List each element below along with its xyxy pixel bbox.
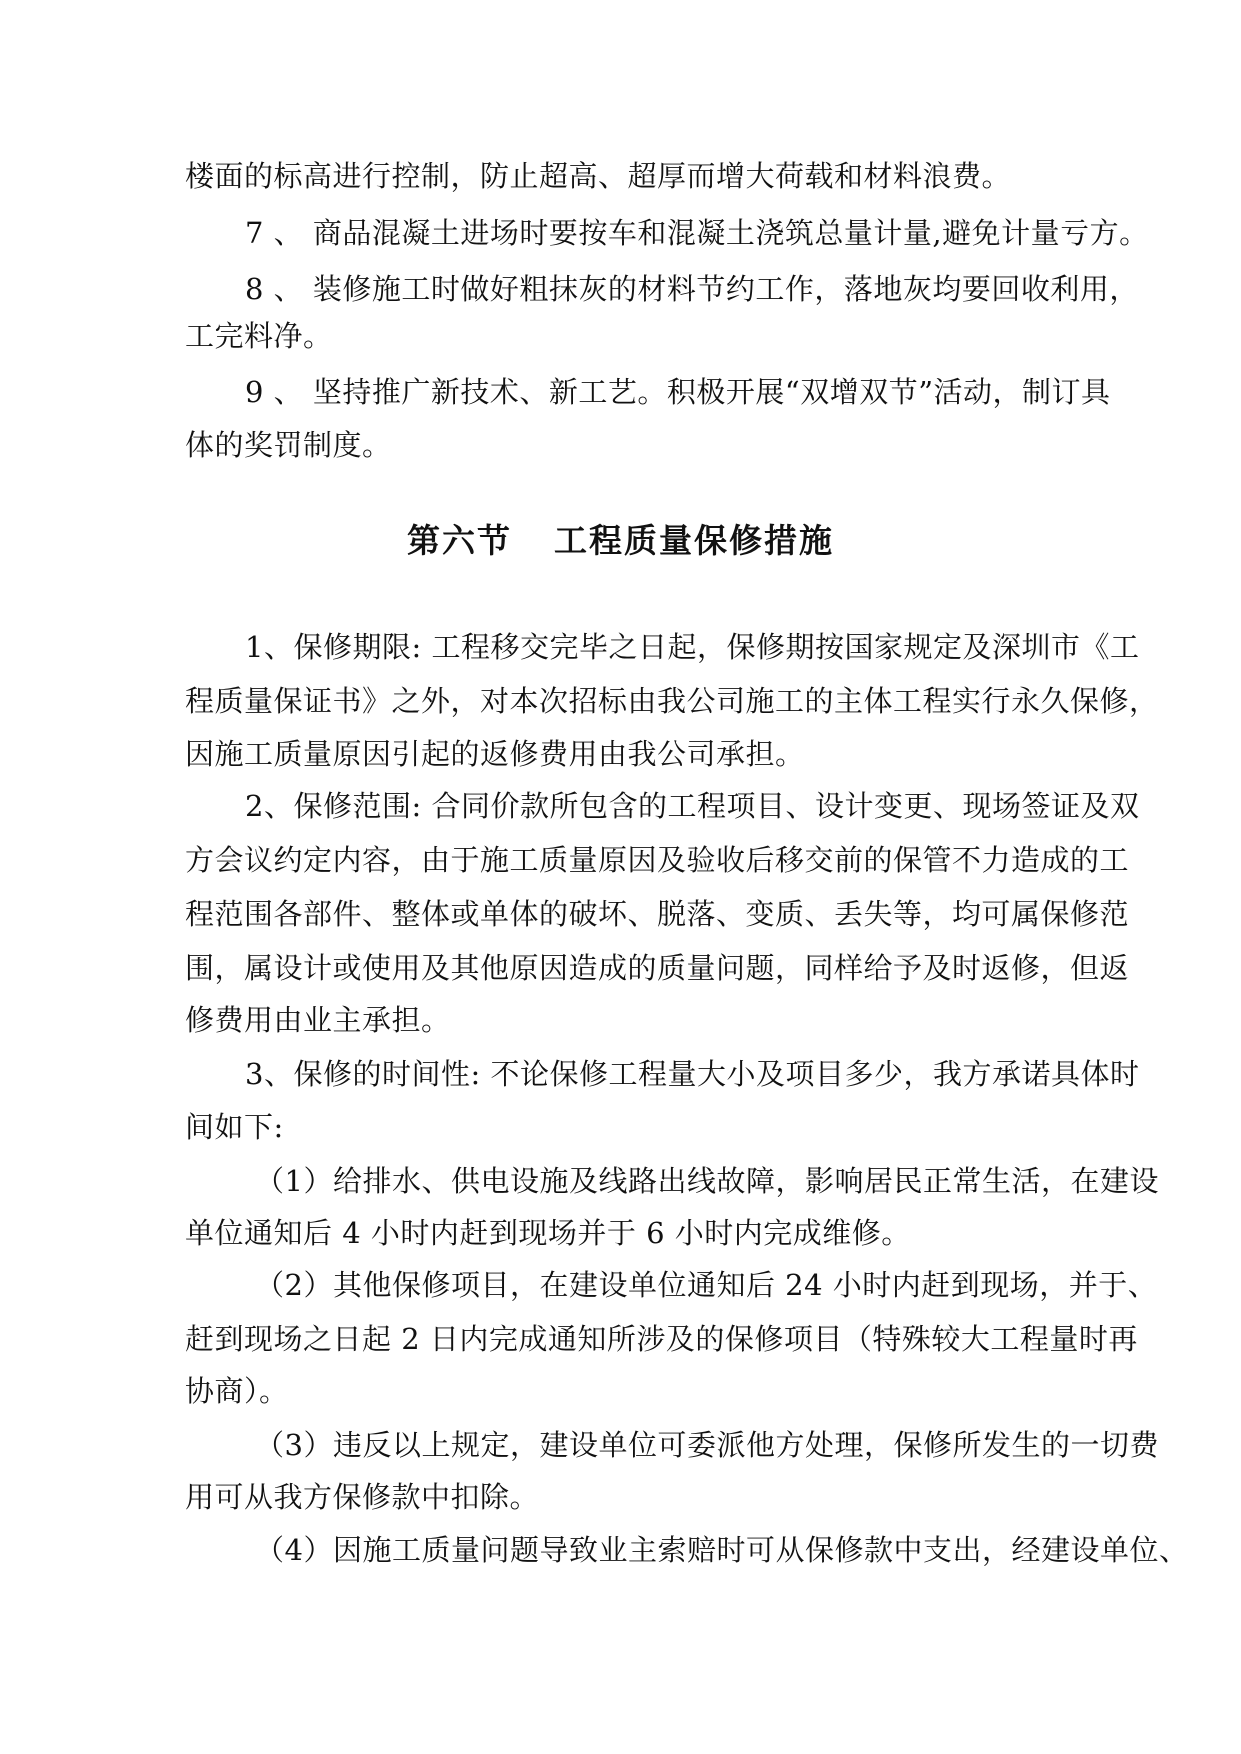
- paragraph-line: 赶到现场之日起 2 日内完成通知所涉及的保修项目（特殊较大工程量时再: [185, 1322, 1138, 1356]
- paragraph-line: 3、保修的时间性: 不论保修工程量大小及项目多少，我方承诺具体时: [245, 1057, 1140, 1091]
- paragraph-line: 楼面的标高进行控制，防止超高、超厚而增大荷载和材料浪费。: [185, 159, 1012, 193]
- paragraph-line: 修费用由业主承担。: [185, 1003, 451, 1037]
- paragraph-line: 方会议约定内容，由于施工质量原因及验收后移交前的保管不力造成的工: [185, 843, 1130, 877]
- paragraph-line: 9 、 坚持推广新技术、新工艺。积极开展“双增双节”活动，制订具: [245, 375, 1111, 409]
- paragraph-line: （2）其他保修项目，在建设单位通知后 24 小时内赶到现场，并于、: [255, 1268, 1158, 1302]
- paragraph-line: （4）因施工质量问题导致业主索赔时可从保修款中支出，经建设单位、: [255, 1533, 1189, 1567]
- section-heading: 工程质量保修措施: [554, 521, 834, 560]
- paragraph-line: 1、保修期限: 工程移交完毕之日起，保修期按国家规定及深圳市《工: [245, 630, 1140, 664]
- paragraph-line: 7 、 商品混凝土进场时要按车和混凝土浇筑总量计量,避免计量亏方。: [245, 216, 1149, 250]
- paragraph-line: 因施工质量原因引起的返修费用由我公司承担。: [185, 737, 805, 771]
- paragraph-line: 单位通知后 4 小时内赶到现场并于 6 小时内完成维修。: [185, 1216, 911, 1250]
- paragraph-line: （1）给排水、供电设施及线路出线故障，影响居民正常生活，在建设: [255, 1164, 1159, 1198]
- paragraph-line: 体的奖罚制度。: [185, 428, 392, 462]
- paragraph-line: 围，属设计或使用及其他原因造成的质量问题，同样给予及时返修，但返: [185, 951, 1130, 985]
- section-number: 第六节: [407, 521, 512, 560]
- paragraph-line: 程质量保证书》之外，对本次招标由我公司施工的主体工程实行永久保修，: [185, 684, 1159, 718]
- paragraph-line: 用可从我方保修款中扣除。: [185, 1480, 540, 1514]
- paragraph-line: （3）违反以上规定，建设单位可委派他方处理，保修所发生的一切费: [255, 1428, 1159, 1462]
- paragraph-line: 工完料净。: [185, 319, 333, 353]
- paragraph-line: 协商）。: [185, 1374, 289, 1408]
- section-title: [0, 519, 1241, 563]
- paragraph-line: 程范围各部件、整体或单体的破坏、脱落、变质、丢失等，均可属保修范: [185, 897, 1130, 931]
- paragraph-line: 2、保修范围: 合同价款所包含的工程项目、设计变更、现场签证及双: [245, 789, 1140, 823]
- paragraph-line: 8 、 装修施工时做好粗抹灰的材料节约工作，落地灰均要回收利用，: [245, 272, 1139, 306]
- paragraph-line: 间如下:: [185, 1110, 284, 1144]
